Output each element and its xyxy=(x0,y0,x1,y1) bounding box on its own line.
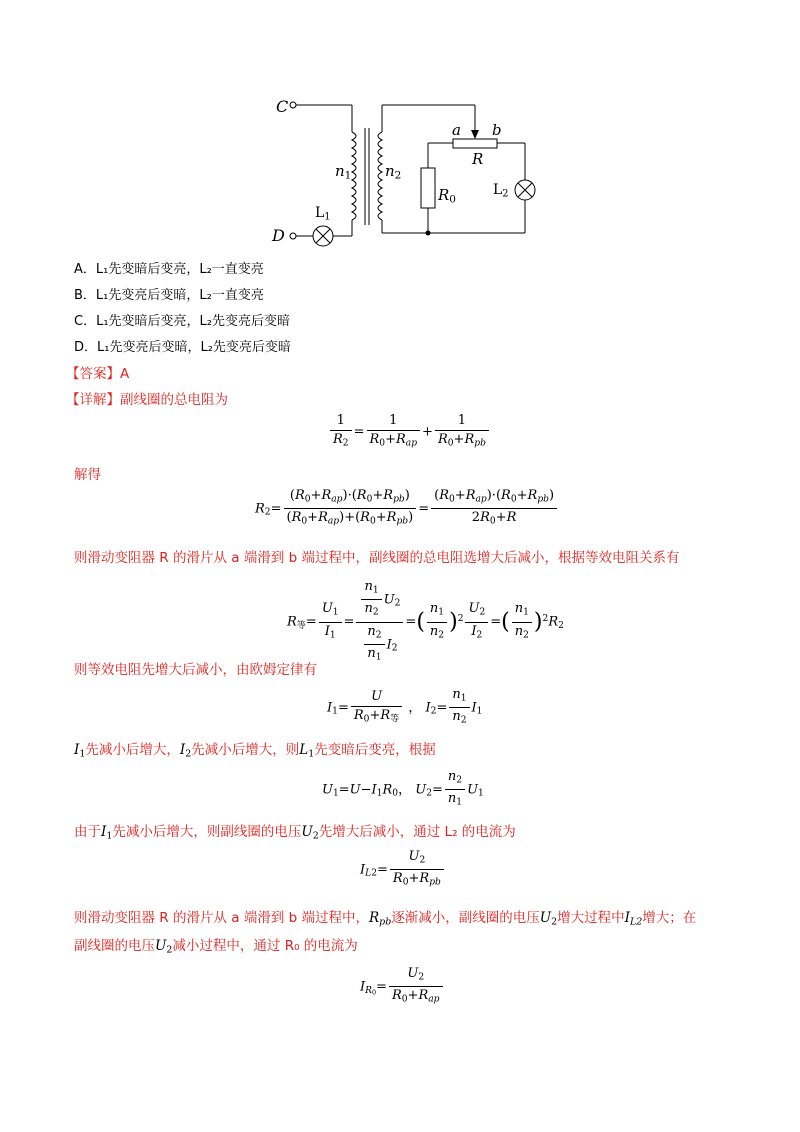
equation-6: $I_{L2}=$ $\frac{U_2}{R_0+R_{pb}}$ xyxy=(360,848,446,892)
label-n2: $n_2$ xyxy=(385,162,402,182)
label-l2: $L_2$ xyxy=(493,182,509,200)
equation-3: $R_等=$ $\frac{U_1}{I_1}$ = $\frac{n_1}{n_2}$ $U_2$ $\frac{n_2}{n_1}$ $I_2$ =( $\frac{n_1}{n_2}$ )$^2$ $\frac{U_2}{I_2}$ =( $\frac{n_1}{n_2}$ )$^2R_2$ xyxy=(287,579,564,663)
paragraph-2: 则等效电阻先增大后减小，由欧姆定律有 xyxy=(74,662,317,678)
answer-label: 【答案】A xyxy=(66,366,130,382)
circuit-diagram xyxy=(260,90,550,250)
label-c: C xyxy=(276,97,289,116)
label-d: D xyxy=(272,226,285,245)
option-d: D．L₁先变亮后变暗，L₂先变亮后变暗 xyxy=(74,340,291,355)
paragraph-1: 则滑动变阻器 R 的滑片从 a 端滑到 b 端过程中，副线圈的总电阻选增大后减小，根据等效电阻关系有 xyxy=(74,550,680,566)
label-b: b xyxy=(492,121,502,139)
paragraph-5: 则滑动变阻器 R 的滑片从 a 端滑到 b 端过程中，$R_{pb}$逐渐减小，副线圈的电压$U_2$增大过程中$I_{L2}$增大；在 xyxy=(74,910,697,928)
solve-label: 解得 xyxy=(74,467,101,483)
detail-line: 【详解】副线圈的总电阻为 xyxy=(66,392,228,408)
equation-7: $I_{R_0}=$ $\frac{U_2}{R_0+R_{ap}}$ xyxy=(360,965,445,1009)
label-l1: $L_1$ xyxy=(315,205,331,223)
paragraph-4: 由于$I_1$先减小后增大，则副线圈的电压$U_2$先增大后减小，通过 L₂ 的电流为 xyxy=(74,824,516,842)
label-a: a xyxy=(452,121,461,139)
equation-5: $U_1=U-I_1R_0$， $U_2=$ $\frac{n_2}{n_1}$ $U_1$ xyxy=(322,769,484,808)
equation-4: $I_1=$ $\frac{U}{R_0+R_等}$ ， $I_2=$ $\frac{n_1}{n_2}$ $I_1$ xyxy=(327,687,483,726)
label-r0: $R_0$ xyxy=(438,186,456,206)
label-n1: $n_1$ xyxy=(335,162,352,182)
paragraph-3: $I_1$先减小后增大，$I_2$先减小后增大，则$L_1$先变暗后变亮，根据 xyxy=(74,742,436,760)
option-c: C．L₁先变暗后变亮，L₂先变亮后变暗 xyxy=(74,314,290,329)
equation-2: $R_2=$ $\frac{(R_0+R_{ap})\cdot(R_0+R_{pb})}{(R_0+R_{ap})+(R_0+R_{pb})}$ = $\frac{(R_0+R_{ap})\cdot(R_0+R_{pb})}{2R_0+R}$ xyxy=(255,487,559,531)
option-a: A．L₁先变暗后变亮，L₂一直变亮 xyxy=(74,262,264,277)
option-b: B．L₁先变亮后变暗，L₂一直变亮 xyxy=(74,288,264,303)
equation-1: $\frac{1}{R_2}$ = $\frac{1}{R_0+R_{ap}}$ + $\frac{1}{R_0+R_{pb}}$ xyxy=(328,412,491,452)
label-r: R xyxy=(472,150,484,168)
paragraph-6: 副线圈的电压$U_2$减小过程中，通过 R₀ 的电流为 xyxy=(74,938,358,956)
